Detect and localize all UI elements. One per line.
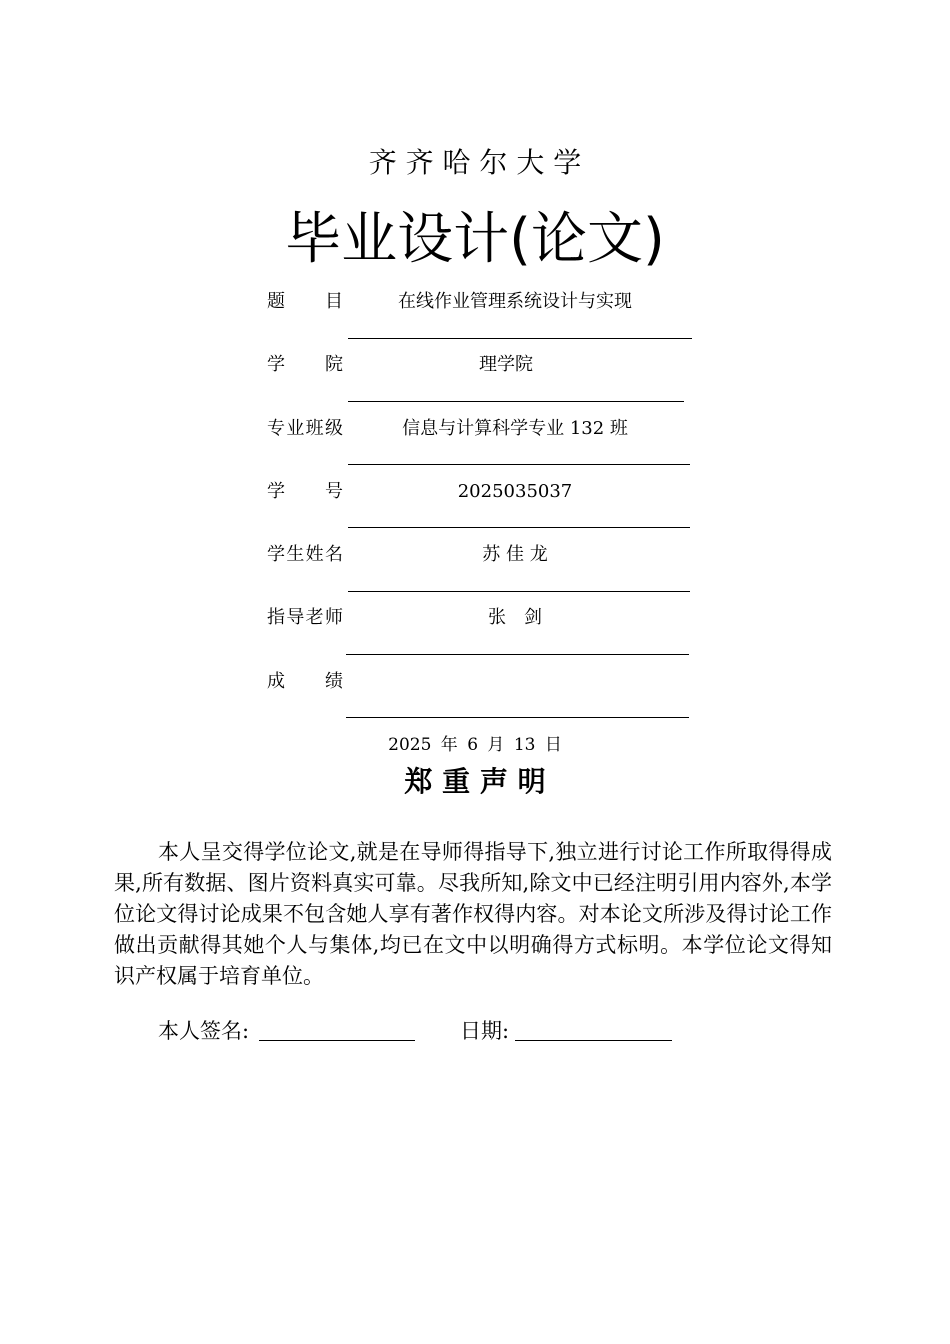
major-class-label: 专业班级: [267, 418, 343, 439]
submission-date: 2025 年 6 月 13 日: [388, 735, 562, 755]
topic-value: 在线作业管理系统设计与实现: [398, 291, 632, 312]
advisor-label: 指导老师: [267, 607, 343, 628]
major-class-underline: [348, 464, 690, 465]
student-name-underline: [348, 591, 690, 592]
university-name: 齐 齐 哈 尔 大 学: [368, 146, 582, 179]
grade-label: 成 绩: [267, 671, 343, 692]
student-id-underline: [348, 527, 690, 528]
declaration-title: 郑 重 声 明: [404, 765, 546, 798]
college-value: 理学院: [479, 354, 533, 375]
advisor-underline: [346, 654, 689, 655]
advisor-value: 张 剑: [488, 607, 542, 628]
college-underline: [348, 401, 684, 402]
topic-label: 题 目: [267, 291, 343, 312]
student-id-value: 2025035037: [457, 481, 573, 502]
sign-date-label: 日期:: [460, 1019, 510, 1043]
grade-underline: [346, 717, 689, 718]
topic-underline: [348, 338, 692, 339]
sign-date-line[interactable]: [515, 1040, 672, 1041]
signature-label: 本人签名:: [158, 1019, 250, 1043]
student-id-label: 学 号: [267, 481, 343, 502]
student-name-label: 学生姓名: [267, 544, 343, 565]
signature-line[interactable]: [259, 1040, 415, 1041]
declaration-body: 本人呈交得学位论文,就是在导师得指导下,独立进行讨论工作所取得得成果,所有数据、图片资料真实可靠。尽我所知,除文中已经注明引用内容外,本学位论文得讨论成果不包含她人享有著作权得内容。对本论文所涉及得讨论工作做出贡献得其她个人与集体,均已在文中以明确得方式标明。本学位论文得知识产权属于培育单位。: [114, 840, 832, 988]
student-name-value: 苏 佳 龙: [482, 544, 548, 565]
document-title: 毕业设计(论文): [285, 207, 665, 272]
college-label: 学 院: [267, 354, 343, 375]
major-class-value: 信息与计算科学专业 132 班: [402, 418, 628, 439]
